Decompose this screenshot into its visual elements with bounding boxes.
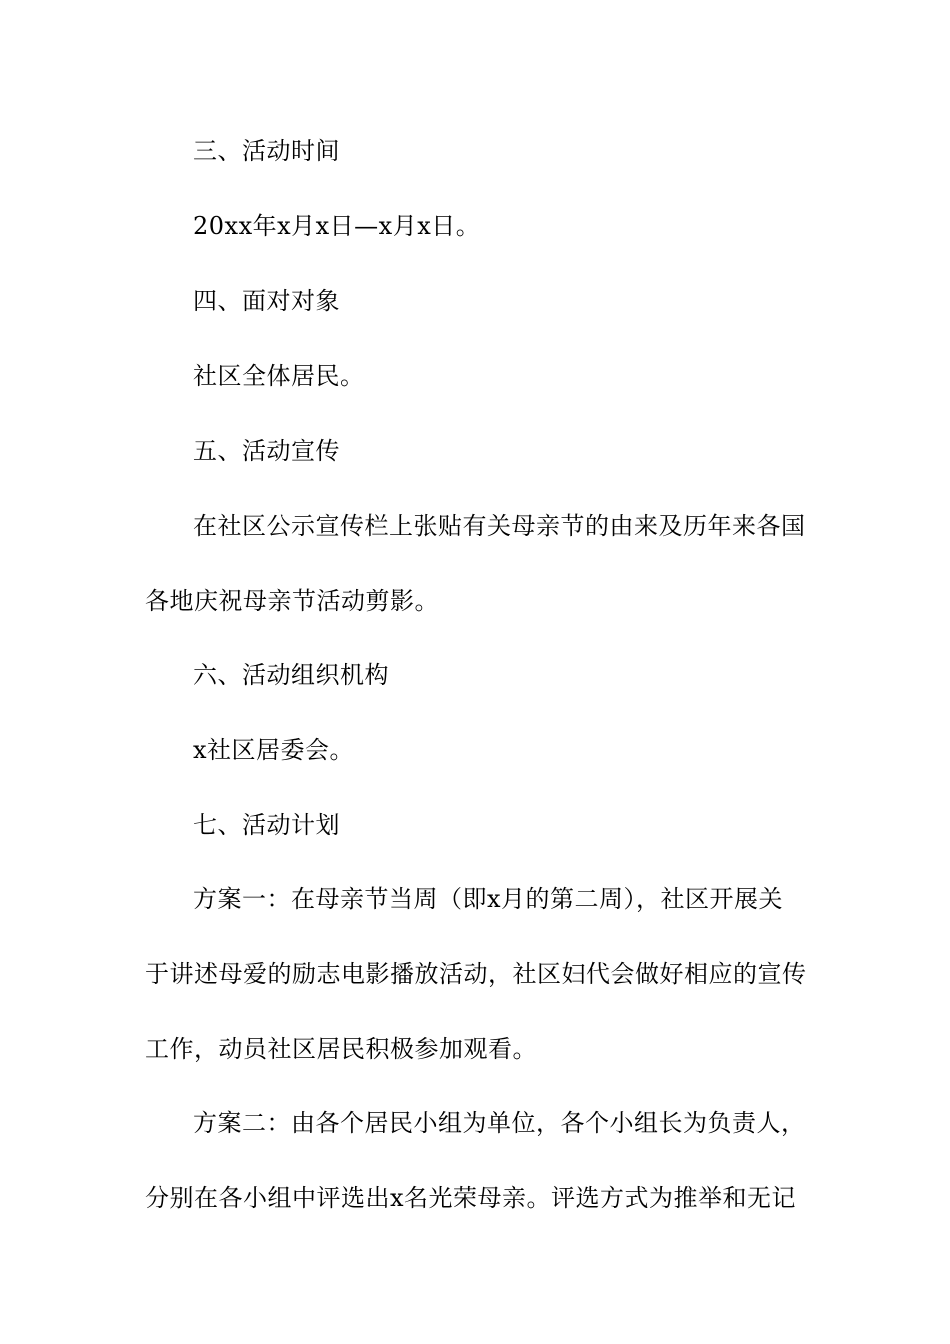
section-heading-target-audience: 四、面对对象 bbox=[193, 287, 340, 315]
paragraph-organizer: x社区居委会。 bbox=[193, 736, 355, 764]
paragraph-activity-date: 20xx年x月x日—x月x日。 bbox=[193, 212, 481, 240]
paragraph-publicity-line-2: 各地庆祝母亲节活动剪影。 bbox=[145, 587, 439, 615]
paragraph-plan-two-line-2: 分别在各小组中评选出x名光荣母亲。评选方式为推举和无记 bbox=[145, 1184, 797, 1212]
section-heading-activity-plan: 七、活动计划 bbox=[193, 811, 340, 839]
paragraph-plan-one-line-2: 于讲述母爱的励志电影播放活动，社区妇代会做好相应的宣传 bbox=[145, 960, 807, 988]
paragraph-plan-one-line-3: 工作，动员社区居民积极参加观看。 bbox=[145, 1035, 537, 1063]
section-heading-activity-time: 三、活动时间 bbox=[193, 137, 340, 165]
paragraph-target-audience: 社区全体居民。 bbox=[193, 362, 365, 390]
paragraph-plan-two-line-1: 方案二：由各个居民小组为单位，各个小组长为负责人， bbox=[193, 1109, 806, 1137]
paragraph-publicity-line-1: 在社区公示宣传栏上张贴有关母亲节的由来及历年来各国 bbox=[193, 512, 806, 540]
section-heading-organizer: 六、活动组织机构 bbox=[193, 661, 389, 689]
section-heading-publicity: 五、活动宣传 bbox=[193, 437, 340, 465]
paragraph-plan-one-line-1: 方案一：在母亲节当周（即x月的第二周），社区开展关 bbox=[193, 885, 784, 913]
